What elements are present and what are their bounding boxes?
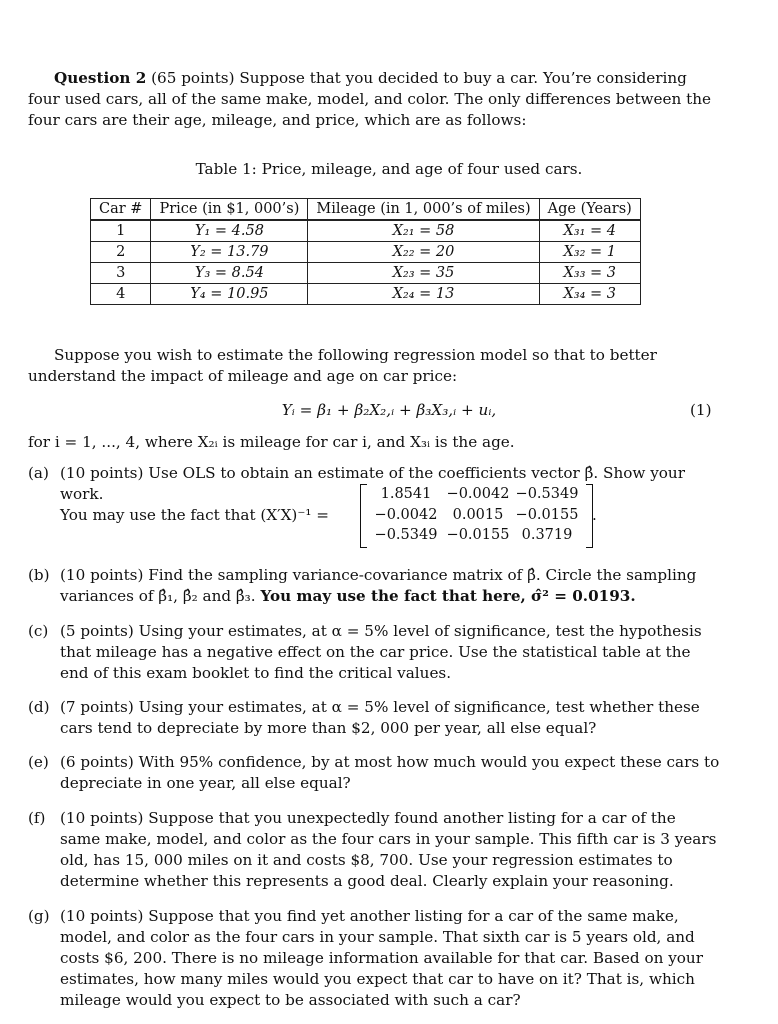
- equation-number: (1): [690, 401, 712, 419]
- part-d-label: (d): [28, 698, 50, 716]
- part-e-label: (e): [28, 753, 49, 771]
- part-c-label: (c): [28, 622, 49, 640]
- cell-price: Y₂ = 13.79: [151, 242, 308, 263]
- header-age: Age (Years): [539, 199, 640, 221]
- part-d-text: (7 points) Using your estimates, at α = 5% level of significance, test whether these cars tend to depreciate by more than $2, 000 per year, all else equal?: [60, 698, 700, 737]
- part-g-text: (10 points) Suppose that you find yet another listing for a car of the same make, model, and color as the four cars in your sample. That sixth car is 5 years old, and costs $6, 200. There is no mileage information available for that car. Based on your estimates, how many miles would you expect that car to have on it? That is, which mileage would you expect to be associated with such a car?: [60, 907, 703, 1009]
- header-car: Car #: [91, 199, 151, 221]
- part-g-label: (g): [28, 907, 50, 925]
- matrix-period: .: [592, 506, 597, 524]
- cell-age: X₃₃ = 3: [539, 263, 640, 284]
- question-label: Question 2: [54, 69, 147, 87]
- table-caption: Table 1: Price, mileage, and age of four used cars.: [195, 160, 583, 178]
- part-b-body: (10 points) Find the sampling variance-covariance matrix of β̂. Circle the sampling variances of β̂₁, β̂₂ and β̂₃.: [60, 566, 697, 605]
- matrix-cell: 1.8541: [380, 486, 432, 502]
- cell-mileage: X₂₃ = 35: [308, 263, 539, 284]
- cell-car: 2: [91, 242, 151, 263]
- cell-price: Y₃ = 8.54: [151, 263, 308, 284]
- cell-mileage: X₂₂ = 20: [308, 242, 539, 263]
- matrix-cell: −0.5349: [515, 486, 579, 502]
- matrix-left-bracket: [360, 484, 367, 548]
- matrix-cell: −0.0155: [515, 506, 579, 523]
- part-a-text: (10 points) Use OLS to obtain an estimate of the coefficients vector β̂. Show your work.: [60, 464, 685, 503]
- matrix-cell: −0.0155: [446, 527, 510, 543]
- part-a-label: (a): [28, 464, 49, 482]
- part-e-text: (6 points) With 95% confidence, by at most how much would you expect these cars to depreciate in one year, all else equal?: [60, 753, 720, 792]
- cell-price: Y₄ = 10.95: [151, 284, 308, 305]
- matrix-cell: 0.0015: [452, 506, 504, 523]
- table-header-row: [91, 199, 641, 221]
- part-a-fact: You may use the fact that (X′X)⁻¹ =: [60, 506, 329, 524]
- model-lead: Suppose you wish to estimate the following regression model so that to better understand the impact of mileage and age on car price:: [28, 346, 657, 385]
- cell-age: X₃₄ = 3: [539, 284, 640, 305]
- header-price: Price (in $1, 000’s): [151, 199, 308, 221]
- question-intro-text: (65 points) Suppose that you decided to buy a car. You’re considering four used cars, all of the same make, model, and color. The only differences between the four cars are their age, mileage, and price, which are as follows:: [28, 69, 712, 129]
- part-c-text: (5 points) Using your estimates, at α = 5% level of significance, test the hypothesis that mileage has a negative effect on the car price. Use the statistical table at the end of this exam booklet to find the critical values.: [60, 622, 702, 682]
- cell-price: Y₁ = 4.58: [151, 220, 308, 242]
- question-intro: [28, 68, 718, 131]
- part-b-bold: You may use the fact that here, σ̂² = 0.0193.: [260, 587, 636, 605]
- matrix-cell: −0.5349: [374, 527, 438, 543]
- table-row: [91, 263, 641, 284]
- matrix-cell: 0.3719: [521, 527, 573, 543]
- cell-car: 3: [91, 263, 151, 284]
- model-where: for i = 1, ..., 4, where X₂ᵢ is mileage for car i, and X₃ᵢ is the age.: [28, 433, 515, 451]
- matrix-row: [370, 484, 580, 505]
- table-row: [91, 220, 641, 242]
- header-mileage: Mileage (in 1, 000’s of miles): [308, 199, 539, 221]
- part-f-label: (f): [28, 809, 46, 827]
- part-b-text: [60, 565, 720, 607]
- cell-age: X₃₂ = 1: [539, 242, 640, 263]
- matrix-row: [370, 505, 580, 526]
- matrix-body: [370, 484, 580, 546]
- matrix-cell: −0.0042: [446, 486, 510, 502]
- matrix-row: [370, 525, 580, 546]
- cars-table: [90, 198, 641, 305]
- table-row: [91, 242, 641, 263]
- part-b-label: (b): [28, 566, 50, 584]
- part-f-text: (10 points) Suppose that you unexpectedly found another listing for a car of the same make, model, and color as the four cars in your sample. This fifth car is 3 years old, has 15, 000 miles on it and costs $8, 700. Use your regression estimates to determine whether this represents a good deal. Clearly explain your reasoning.: [60, 809, 717, 890]
- cell-car: 4: [91, 284, 151, 305]
- cell-car: 1: [91, 220, 151, 242]
- cell-age: X₃₁ = 4: [539, 220, 640, 242]
- regression-equation: Yᵢ = β₁ + β₂X₂,ᵢ + β₃X₃,ᵢ + uᵢ,: [281, 401, 497, 419]
- table-row: [91, 284, 641, 305]
- cell-mileage: X₂₄ = 13: [308, 284, 539, 305]
- matrix-cell: −0.0042: [374, 506, 438, 523]
- cell-mileage: X₂₁ = 58: [308, 220, 539, 242]
